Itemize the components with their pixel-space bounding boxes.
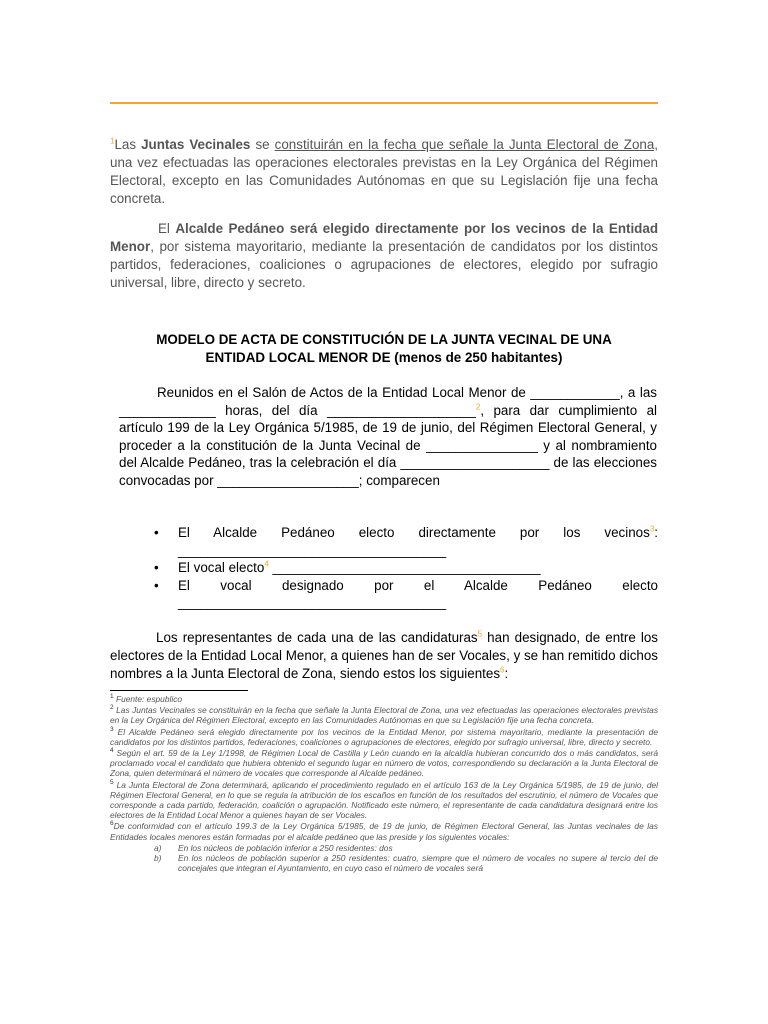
list-item: • El vocal electo$^4$ ____________________________________ — [154, 559, 541, 576]
intro-section — [110, 136, 658, 304]
representatives-paragraph: Los representantes de cada una de las candidaturas$^5$ han designado, de entre los electores de la Entidad Local Menor, a quienes han de ser Vocales, y se han remitido dichos nombres a la Junta Electoral de Zona, siendo estos los siguientes$^6$: — [110, 629, 659, 681]
footnote: $^1$ Fuente: espublico — [110, 693, 183, 704]
footnote-separator — [110, 690, 248, 691]
bullet-icon: • — [154, 525, 159, 540]
attendees-list — [154, 524, 658, 612]
bullet-icon: • — [154, 577, 159, 593]
footnote-subitem: b) En los núcleos de población superior a 250 residentes: cuatro, siempre que el número de vocales no supere al tercio del de concejales que integran el Ayuntamiento, en cuyo caso el número de vocales será — [154, 853, 658, 874]
footnote-ref-6[interactable]: 6 — [500, 665, 505, 675]
footnote-ref-2[interactable]: 2 — [475, 402, 481, 412]
footnote: $^6$De conformidad con el artículo 199.3 de la Ley Orgánica 5/1985, de 19 de junio, de Régimen Electoral General, las Juntas vecinales de las Entidades locales menores están formadas por el alcalde pedáneo que las preside y los siguientes vocales: — [110, 820, 658, 842]
bullet-icon: • — [154, 560, 159, 576]
footnote: $^2$ Las Juntas Vecinales se constituirán en la fecha que señale la Junta Electoral de Zona, una vez efectuadas las operaciones electorales previstas en la Ley Orgánica del Régimen Electoral, excepto en las Comunidades Autónomas en que su Legislación fije una fecha concreta. — [110, 704, 659, 726]
footnote: $^4$ Según el art. 59 de la Ley 1/1998, de Régimen Local de Castilla y León cuando en la alcaldía hubieran concurrido dos o más candidatos, será proclamado vocal el candidato que hubiera obtenido el segundo lugar en número de votos, correspondiendo su declaración a la Junta Electoral de Zona, quien determinará el número de vocales que corresponde al Alcalde pedáneo. — [110, 747, 658, 779]
footnote: $^3$ El Alcalde Pedáneo será elegido directamente por los vecinos de la Entidad Menor, por sistema mayoritario, mediante la presentación de candidatos por los distintos partidos, federaciones, coaliciones o agrupaciones de electores, elegido por sufragio universal, libre, directo y secreto. — [110, 725, 659, 747]
juntas-vecinales-bold: Juntas Vecinales — [141, 137, 251, 152]
footnote-ref-3[interactable]: 3 — [649, 524, 655, 534]
act-body: Reunidos en el Salón de Actos de la Entidad Local Menor de ____________, a las _____________ horas, del día ____________________$^2$, para dar cumplimiento al artículo 199 de la Ley Orgánica 5/1985, de 19 de junio, del Régimen Electoral General, y proceder a la constitución de la Junta Vecinal de _______________ y al nombramiento del Alcalde Pedáneo, tras la celebración el día ____________________ de las elecciones convocadas por ___________________; comparecen — [119, 385, 657, 488]
footnote-ref-5[interactable]: 5 — [477, 629, 483, 639]
underlined-phrase: constituirán en la fecha que señale la Junta Electoral de Zona, — [274, 137, 659, 152]
intro-paragraph-2: El Alcalde Pedáneo será elegido directamente por los vecinos de la Entidad Menor, por sistema mayoritario, mediante la presentación de candidatos por los distintos partidos, federaciones, coaliciones o agrupaciones de electores, elegido por sufragio universal, libre, directo y secreto. — [110, 221, 658, 290]
footnote: $^5$ La Junta Electoral de Zona determinará, aplicando el procedimiento regulado en el artículo 163 de la Ley Orgánica 5/1985, de 19 de junio, del Régimen Electoral General, en lo que se regula la atribución de los escaños en función de los resultados del escrutinio, el número de Vocales que corresponde a cada partido, federación, coalición o agrupación. Notificado este número, el representante de cada candidatura designará entre los electores de la Entidad Local Menor a quienes hayan de ser Vocales. — [110, 778, 659, 821]
footnote-subitem: a) En los núcleos de población inferior a 250 residentes: dos — [154, 842, 393, 853]
intro-paragraph-1: $^1$Las Juntas Vecinales se constituirán en la fecha que señale la Junta Electoral de Zona, una vez efectuadas las operaciones electorales previstas en la Ley Orgánica del Régimen Electoral, excepto en las Comunidades Autónomas en que su Legislación fije una fecha concreta. — [110, 136, 659, 206]
list-item: • El Alcalde Pedáneo electo directamente por los vecinos$^3$: ____________________________________ — [154, 524, 658, 558]
footnotes — [110, 694, 658, 873]
footnote-ref-4[interactable]: 4 — [264, 559, 269, 569]
alcalde-bold: Alcalde Pedáneo será elegido directamente por los vecinos de la Entidad Menor — [110, 221, 658, 254]
footnote-ref-1[interactable]: 1 — [110, 136, 115, 146]
list-item: • El vocal designado por el Alcalde Pedáneo electo ____________________________________ — [154, 577, 658, 611]
document-title: MODELO DE ACTA DE CONSTITUCIÓN DE LA JUNTA VECINAL DE UNA ENTIDAD LOCAL MENOR DE (menos de 250 habitantes) — [156, 332, 612, 365]
header-rule — [110, 102, 658, 104]
